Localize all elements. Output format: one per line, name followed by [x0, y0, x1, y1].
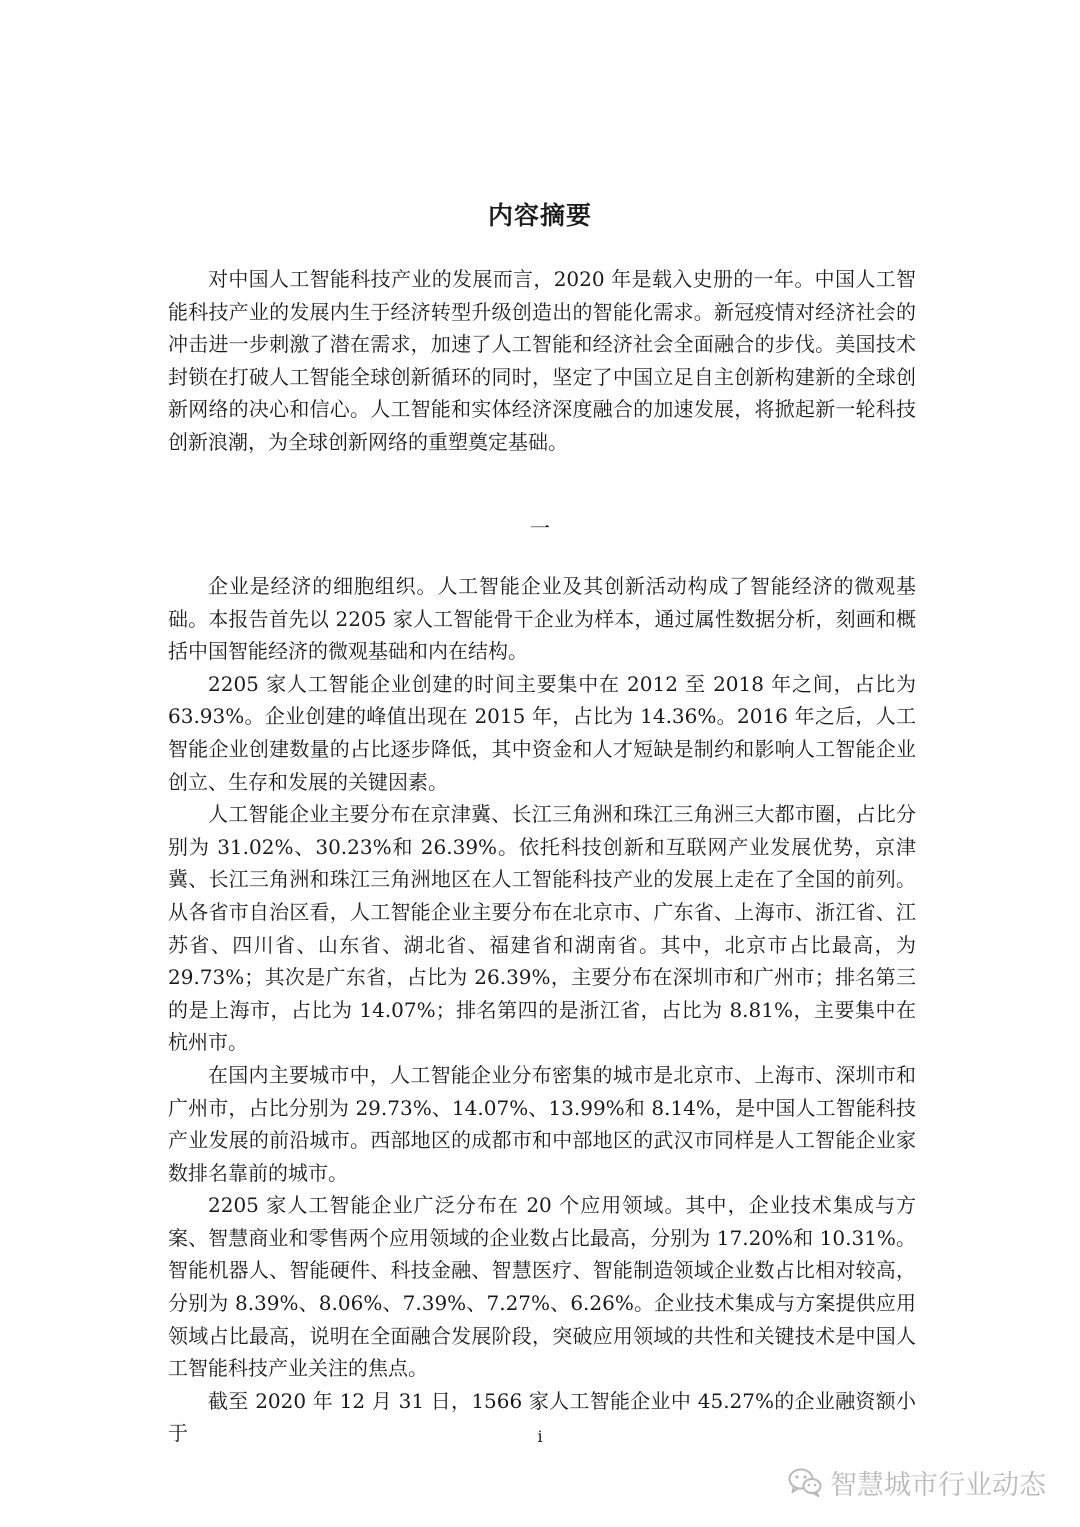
main-section [168, 570, 916, 1450]
paragraph: 2205 家人工智能企业广泛分布在 20 个应用领域。其中，企业技术集成与方案、智慧商业和零售两个应用领域的企业数占比最高，分别为 17.20%和 10.31%。智能机器人、智能硬件、科技金融、智慧医疗、智能制造领域企业数占比相对较高，分别为 8.39%、8.06%、7.39%、7.27%、6.26%。企业技术集成与方案提供应用领域占比最高，说明在全面融合发展阶段，突破应用领域的共性和关键技术是中国人工智能科技产业关注的焦点。 [168, 1193, 916, 1381]
wechat-icon [788, 1467, 822, 1497]
paragraph: 对中国人工智能科技产业的发展而言，2020 年是载入史册的一年。中国人工智能科技产业的发展内生于经济转型升级创造出的智能化需求。新冠疫情对经济社会的冲击进一步刺激了潜在需求，加速了人工智能和经济社会全面融合的步伐。美国技术封锁在打破人工智能全球创新循环的同时，坚定了中国立足自主创新构建新的全球创新网络的决心和信心。人工智能和实体经济深度融合的加速发展，将掀起新一轮科技创新浪潮，为全球创新网络的重塑奠定基础。 [168, 267, 916, 454]
paragraph: 2205 家人工智能企业创建的时间主要集中在 2012 至 2018 年之间，占比为 63.93%。企业创建的峰值出现在 2015 年，占比为 14.36%。2016 年之后，人工智能企业创建数量的占比逐步降低，其中资金和人才短缺是制约和影响人工智能企业创立、生存和发展的关键因素。 [168, 671, 916, 794]
paragraph: 在国内主要城市中，人工智能企业分布密集的城市是北京市、上海市、深圳市和广州市，占比分别为 29.73%、14.07%、13.99%和 8.14%，是中国人工智能科技产业发展的前沿城市。西部地区的成都市和中部地区的武汉市同样是人工智能企业家数排名靠前的城市。 [168, 1062, 916, 1185]
paragraph: 人工智能企业主要分布在京津冀、长江三角洲和珠江三角洲三大都市圈，占比分别为 31.02%、30.23%和 26.39%。依托科技创新和互联网产业发展优势，京津冀、长江三角洲和珠江三角洲地区在人工智能科技产业的发展上走在了全国的前列。从各省市自治区看，人工智能企业主要分布在北京市、广东省、上海市、浙江省、江苏省、四川省、山东省、湖北省、福建省和湖南省。其中，北京市占比最高，为 29.73%；其次是广东省，占比为 26.39%，主要分布在深圳市和广州市；排名第三的是上海市，占比为 14.07%；排名第四的是浙江省，占比为 8.81%，主要集中在杭州市。 [168, 802, 916, 1055]
paragraph: 截至 2020 年 12 月 31 日，1566 家人工智能企业中 45.27%的企业融资额小于 [168, 1388, 916, 1446]
watermark-text: 智慧城市行业动态 [830, 1469, 1046, 1501]
paragraph: 企业是经济的细胞组织。人工智能企业及其创新活动构成了智能经济的微观基础。本报告首先以 2205 家人工智能骨干企业为样本，通过属性数据分析，刻画和概括中国智能经济的微观基础和内在结构。 [168, 574, 916, 664]
section-marker: 一 [530, 516, 550, 540]
page-title: 内容摘要 [487, 201, 592, 230]
watermark [788, 1462, 1046, 1502]
page-number: i [537, 1427, 543, 1446]
intro-section [168, 263, 916, 459]
